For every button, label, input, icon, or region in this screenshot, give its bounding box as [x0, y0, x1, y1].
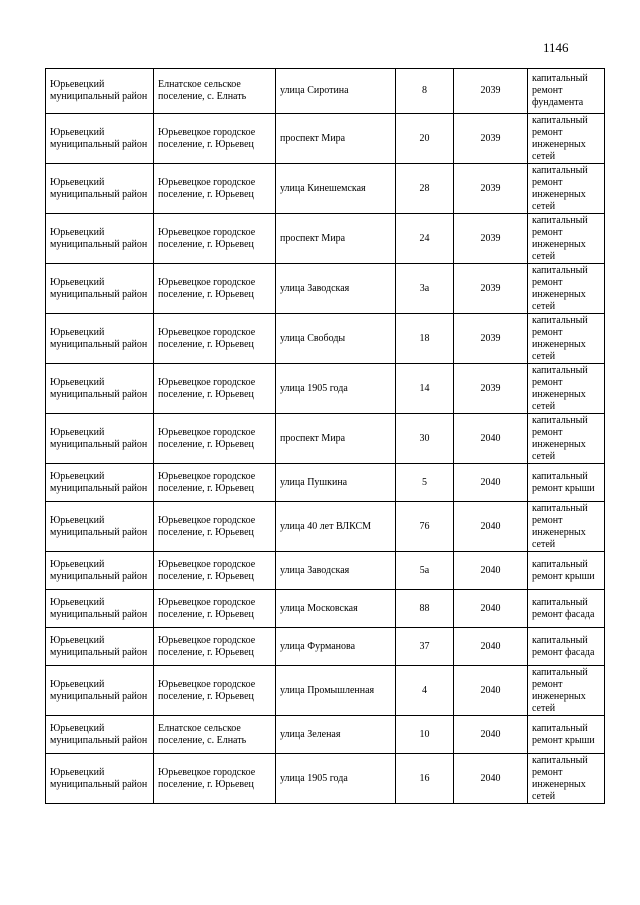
street-cell: улица Пушкина	[276, 464, 396, 502]
work-type-cell: капитальный ремонт фундамента	[528, 69, 605, 114]
street-cell: улица Промышленная	[276, 666, 396, 716]
table-body	[46, 69, 605, 804]
settlement-cell: Юрьевецкое городское поселение, г. Юрьевец	[154, 414, 276, 464]
street-cell: улица 1905 года	[276, 364, 396, 414]
work-type-cell: капитальный ремонт инженерных сетей	[528, 214, 605, 264]
house-number-cell: 8	[396, 69, 454, 114]
year-cell: 2040	[454, 716, 528, 754]
district-cell: Юрьевецкий муниципальный район	[46, 114, 154, 164]
house-number-cell: 10	[396, 716, 454, 754]
table-row	[46, 364, 605, 414]
table-row	[46, 666, 605, 716]
street-cell: улица Московская	[276, 590, 396, 628]
settlement-cell: Юрьевецкое городское поселение, г. Юрьевец	[154, 590, 276, 628]
settlement-cell: Юрьевецкое городское поселение, г. Юрьевец	[154, 164, 276, 214]
street-cell: улица 1905 года	[276, 754, 396, 804]
work-type-cell: капитальный ремонт крыши	[528, 716, 605, 754]
table-row	[46, 754, 605, 804]
street-cell: улица Зеленая	[276, 716, 396, 754]
year-cell: 2040	[454, 590, 528, 628]
year-cell: 2040	[454, 666, 528, 716]
work-type-cell: капитальный ремонт инженерных сетей	[528, 114, 605, 164]
district-cell: Юрьевецкий муниципальный район	[46, 552, 154, 590]
settlement-cell: Юрьевецкое городское поселение, г. Юрьевец	[154, 214, 276, 264]
page-number: 1146	[543, 40, 569, 55]
work-type-cell: капитальный ремонт инженерных сетей	[528, 666, 605, 716]
district-cell: Юрьевецкий муниципальный район	[46, 164, 154, 214]
house-number-cell: 88	[396, 590, 454, 628]
district-cell: Юрьевецкий муниципальный район	[46, 666, 154, 716]
year-cell: 2040	[454, 628, 528, 666]
house-number-cell: 4	[396, 666, 454, 716]
street-cell: улица Заводская	[276, 552, 396, 590]
table-row	[46, 414, 605, 464]
house-number-cell: 14	[396, 364, 454, 414]
settlement-cell: Юрьевецкое городское поселение, г. Юрьевец	[154, 364, 276, 414]
work-type-cell: капитальный ремонт крыши	[528, 552, 605, 590]
district-cell: Юрьевецкий муниципальный район	[46, 214, 154, 264]
work-type-cell: капитальный ремонт инженерных сетей	[528, 164, 605, 214]
settlement-cell: Юрьевецкое городское поселение, г. Юрьевец	[154, 666, 276, 716]
year-cell: 2039	[454, 364, 528, 414]
house-number-cell: 20	[396, 114, 454, 164]
work-type-cell: капитальный ремонт крыши	[528, 464, 605, 502]
district-cell: Юрьевецкий муниципальный район	[46, 716, 154, 754]
year-cell: 2039	[454, 214, 528, 264]
settlement-cell: Юрьевецкое городское поселение, г. Юрьевец	[154, 502, 276, 552]
settlement-cell: Юрьевецкое городское поселение, г. Юрьевец	[154, 314, 276, 364]
street-cell: проспект Мира	[276, 414, 396, 464]
year-cell: 2040	[454, 502, 528, 552]
table-row	[46, 590, 605, 628]
house-number-cell: 5а	[396, 552, 454, 590]
district-cell: Юрьевецкий муниципальный район	[46, 628, 154, 666]
district-cell: Юрьевецкий муниципальный район	[46, 754, 154, 804]
work-type-cell: капитальный ремонт фасада	[528, 628, 605, 666]
year-cell: 2039	[454, 314, 528, 364]
table-row	[46, 69, 605, 114]
house-number-cell: 5	[396, 464, 454, 502]
street-cell: улица 40 лет ВЛКСМ	[276, 502, 396, 552]
house-number-cell: 30	[396, 414, 454, 464]
table-row	[46, 214, 605, 264]
work-type-cell: капитальный ремонт инженерных сетей	[528, 414, 605, 464]
work-type-cell: капитальный ремонт инженерных сетей	[528, 754, 605, 804]
district-cell: Юрьевецкий муниципальный район	[46, 69, 154, 114]
table-row	[46, 264, 605, 314]
year-cell: 2040	[454, 414, 528, 464]
district-cell: Юрьевецкий муниципальный район	[46, 414, 154, 464]
house-number-cell: 16	[396, 754, 454, 804]
street-cell: проспект Мира	[276, 214, 396, 264]
table-row	[46, 314, 605, 364]
work-type-cell: капитальный ремонт инженерных сетей	[528, 314, 605, 364]
street-cell: улица Заводская	[276, 264, 396, 314]
district-cell: Юрьевецкий муниципальный район	[46, 590, 154, 628]
table-row	[46, 716, 605, 754]
settlement-cell: Елнатское сельское поселение, с. Елнать	[154, 69, 276, 114]
settlement-cell: Юрьевецкое городское поселение, г. Юрьевец	[154, 628, 276, 666]
settlement-cell: Юрьевецкое городское поселение, г. Юрьевец	[154, 464, 276, 502]
table-row	[46, 464, 605, 502]
work-type-cell: капитальный ремонт инженерных сетей	[528, 264, 605, 314]
street-cell: улица Кинешемская	[276, 164, 396, 214]
table-row	[46, 164, 605, 214]
repair-schedule-table	[45, 68, 605, 804]
house-number-cell: 18	[396, 314, 454, 364]
street-cell: улица Сиротина	[276, 69, 396, 114]
street-cell: улица Фурманова	[276, 628, 396, 666]
settlement-cell: Юрьевецкое городское поселение, г. Юрьевец	[154, 754, 276, 804]
district-cell: Юрьевецкий муниципальный район	[46, 502, 154, 552]
table-row	[46, 628, 605, 666]
table-row	[46, 114, 605, 164]
settlement-cell: Елнатское сельское поселение, с. Елнать	[154, 716, 276, 754]
house-number-cell: 76	[396, 502, 454, 552]
street-cell: улица Свободы	[276, 314, 396, 364]
house-number-cell: 3а	[396, 264, 454, 314]
table-row	[46, 502, 605, 552]
settlement-cell: Юрьевецкое городское поселение, г. Юрьевец	[154, 552, 276, 590]
work-type-cell: капитальный ремонт инженерных сетей	[528, 502, 605, 552]
year-cell: 2039	[454, 114, 528, 164]
house-number-cell: 28	[396, 164, 454, 214]
year-cell: 2039	[454, 69, 528, 114]
house-number-cell: 24	[396, 214, 454, 264]
work-type-cell: капитальный ремонт фасада	[528, 590, 605, 628]
district-cell: Юрьевецкий муниципальный район	[46, 314, 154, 364]
settlement-cell: Юрьевецкое городское поселение, г. Юрьевец	[154, 264, 276, 314]
district-cell: Юрьевецкий муниципальный район	[46, 264, 154, 314]
year-cell: 2040	[454, 754, 528, 804]
year-cell: 2040	[454, 552, 528, 590]
district-cell: Юрьевецкий муниципальный район	[46, 364, 154, 414]
house-number-cell: 37	[396, 628, 454, 666]
settlement-cell: Юрьевецкое городское поселение, г. Юрьевец	[154, 114, 276, 164]
work-type-cell: капитальный ремонт инженерных сетей	[528, 364, 605, 414]
district-cell: Юрьевецкий муниципальный район	[46, 464, 154, 502]
year-cell: 2039	[454, 164, 528, 214]
year-cell: 2040	[454, 464, 528, 502]
table-row	[46, 552, 605, 590]
street-cell: проспект Мира	[276, 114, 396, 164]
year-cell: 2039	[454, 264, 528, 314]
